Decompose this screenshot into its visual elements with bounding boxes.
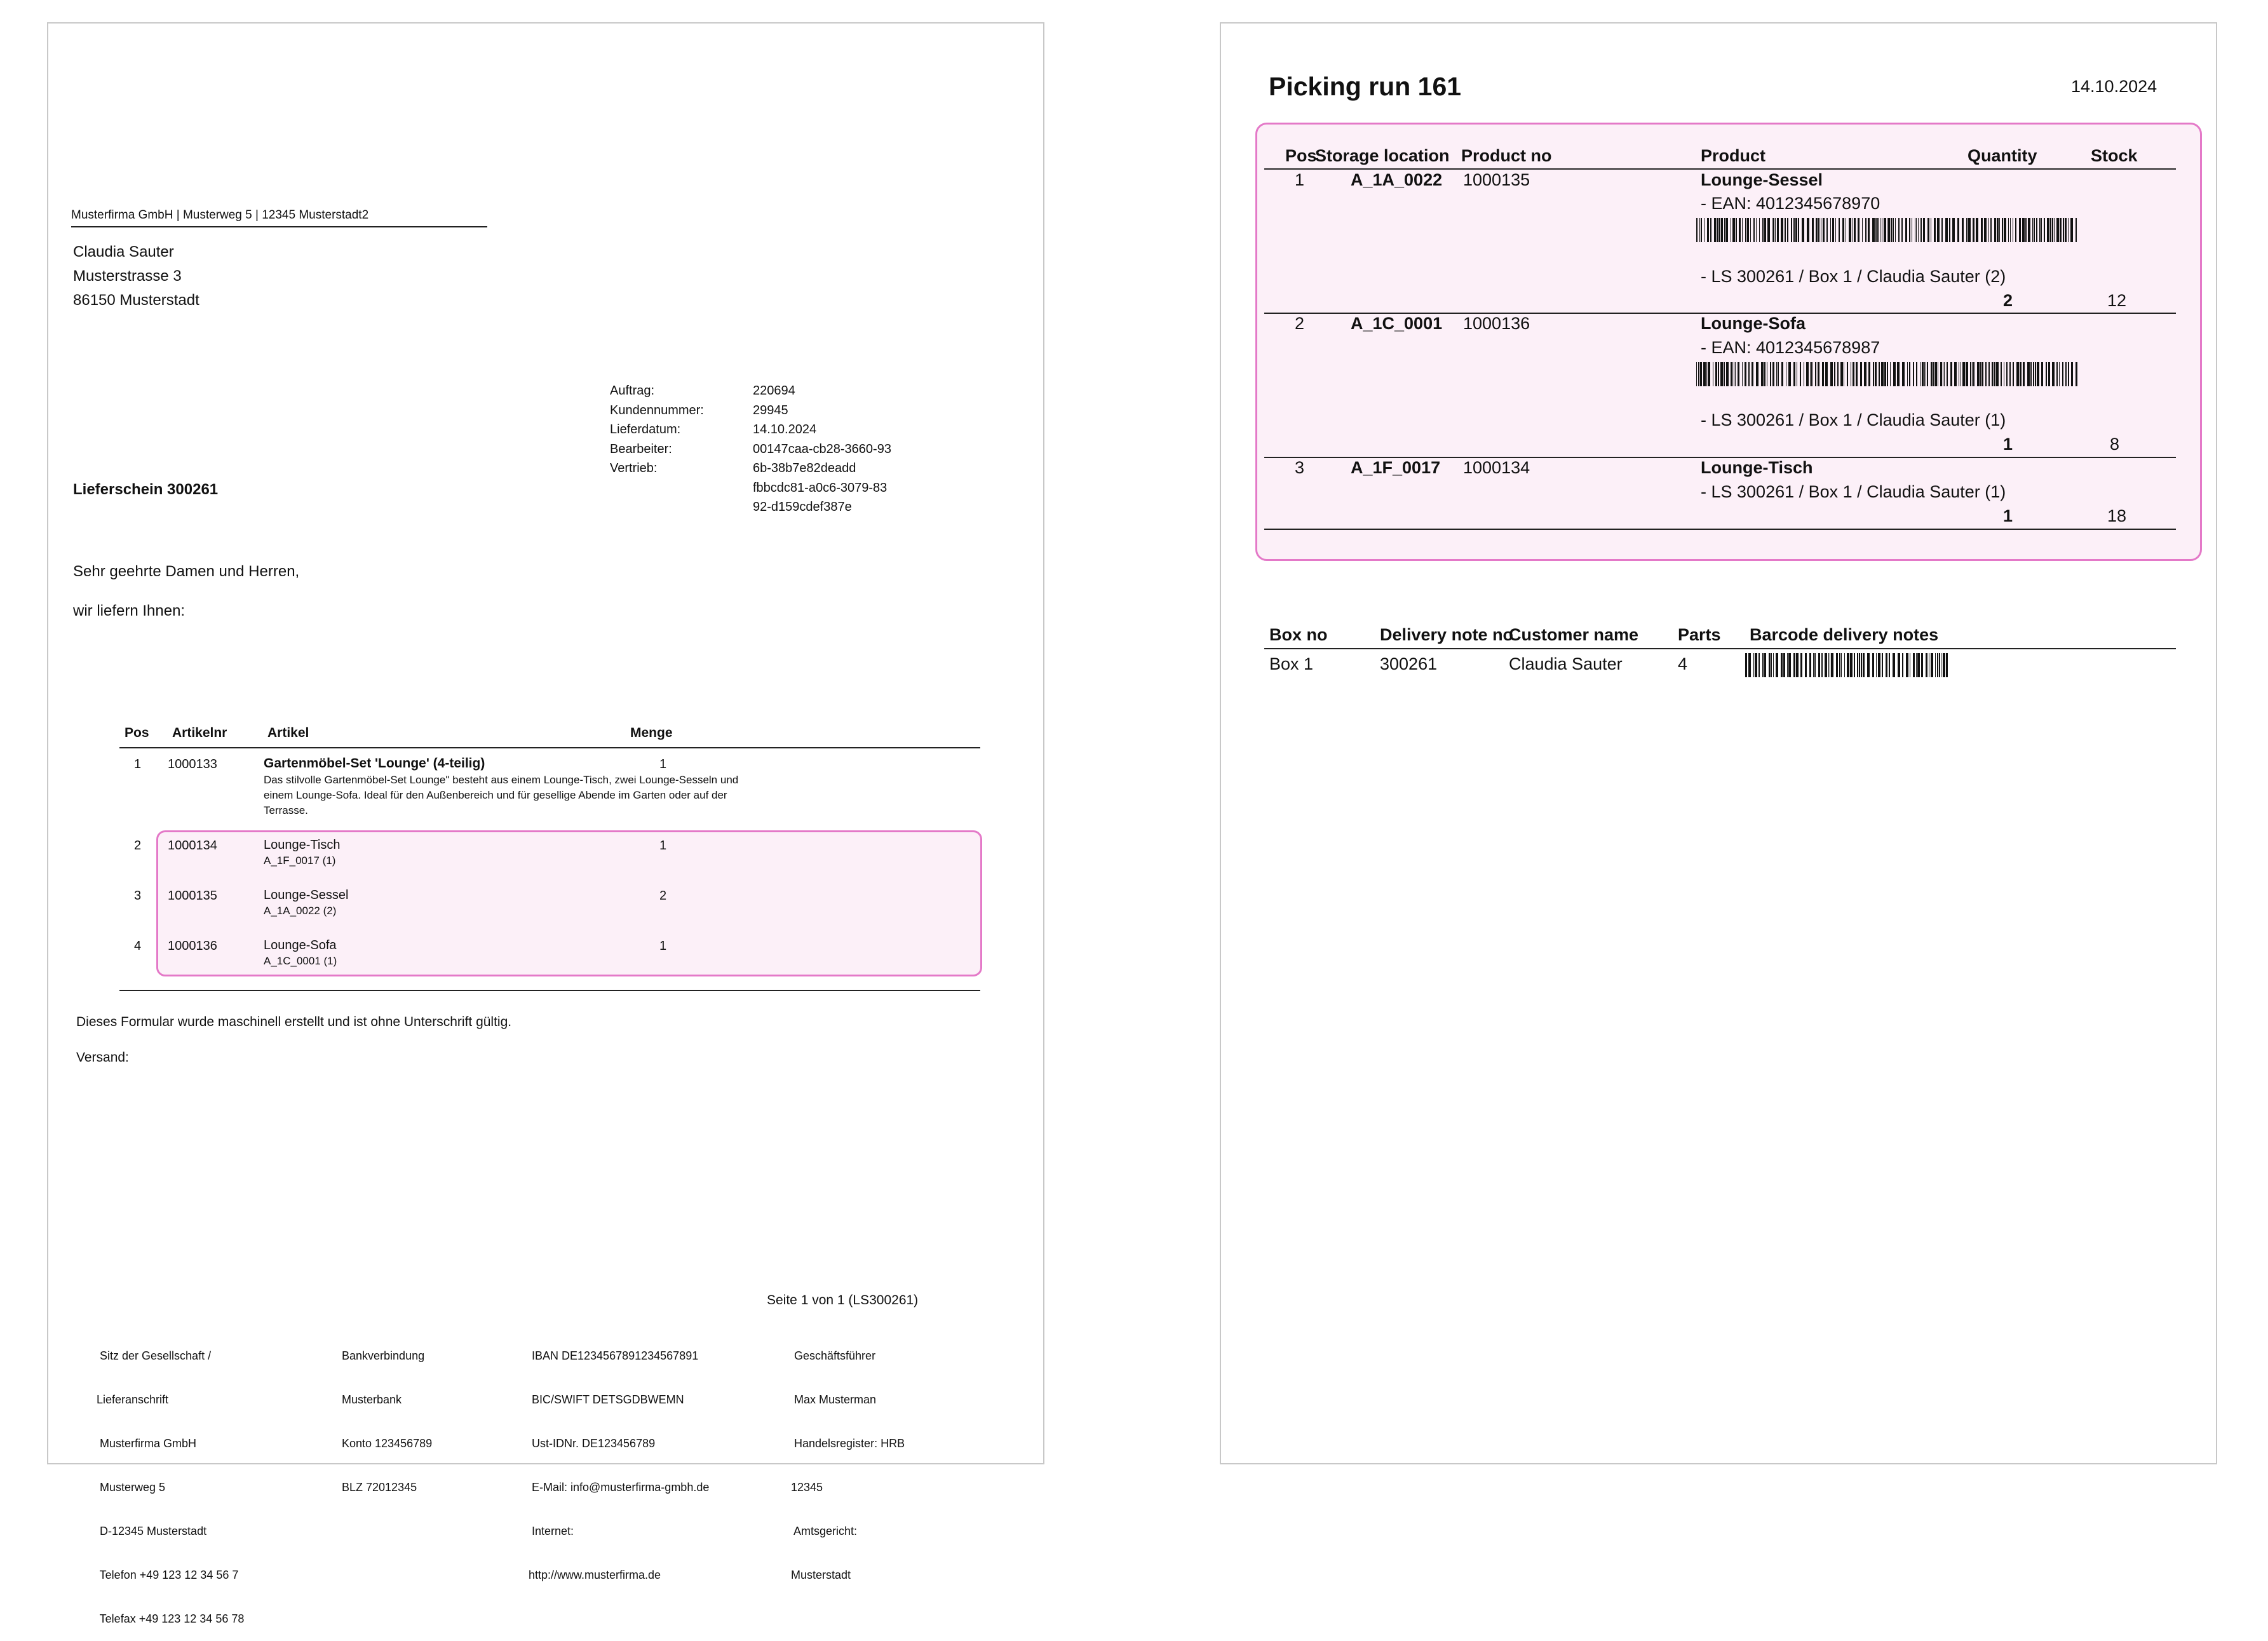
- col-header-delivery-note-no: Delivery note no: [1380, 625, 1514, 644]
- footer-line: Ust-IDNr. DE123456789: [529, 1437, 656, 1450]
- footer-line: Max Musterman: [791, 1393, 877, 1406]
- row-reference: - LS 300261 / Box 1 / Claudia Sauter (1): [1701, 482, 2006, 501]
- recipient-street: Musterstrasse 3: [73, 267, 182, 285]
- item-location: A_1A_0022 (2): [264, 905, 337, 917]
- row-quantity: 1: [2003, 435, 2013, 454]
- item-pos: 1: [134, 757, 142, 771]
- col-header-stock: Stock: [2091, 146, 2138, 165]
- recipient-name: Claudia Sauter: [73, 243, 174, 260]
- desc-line: Terrasse.: [264, 804, 308, 816]
- row-reference: - LS 300261 / Box 1 / Claudia Sauter (2): [1701, 267, 2006, 286]
- row-quantity: 1: [2003, 506, 2013, 525]
- footer-line: Telefon +49 123 12 34 56 7: [97, 1569, 239, 1581]
- meta-value: 14.10.2024: [753, 422, 817, 436]
- meta-value: 220694: [753, 384, 795, 398]
- intro-text: wir liefern Ihnen:: [73, 602, 186, 619]
- shipping-label: Versand:: [76, 1050, 129, 1065]
- item-location: A_1C_0001 (1): [264, 955, 337, 967]
- recipient-city: 86150 Musterstadt: [73, 292, 199, 309]
- meta-value: fbbcdc81-a0c6-3079-83: [753, 480, 888, 495]
- row-rule: [1264, 529, 2176, 530]
- footer-line: Bankverbindung: [342, 1349, 425, 1362]
- meta-value: 6b-38b7e82deadd: [753, 461, 856, 475]
- item-artnr: 1000136: [168, 939, 217, 953]
- item-artnr: 1000134: [168, 839, 217, 853]
- recipient-address: [73, 240, 199, 313]
- delivery-note-page: [47, 22, 1044, 1464]
- footer-line: http://www.musterfirma.de: [529, 1569, 661, 1581]
- item-pos: 2: [134, 839, 142, 853]
- picking-run-title: Picking run 161: [1269, 72, 1462, 101]
- row-storage-location: A_1F_0017: [1351, 458, 1441, 477]
- row-reference: - LS 300261 / Box 1 / Claudia Sauter (1): [1701, 410, 2006, 429]
- item-artnr: 1000135: [168, 889, 217, 903]
- row-stock: 18: [2107, 506, 2127, 525]
- sender-line: Musterfirma GmbH | Musterweg 5 | 12345 Musterstadt2: [71, 208, 487, 227]
- item-name: Lounge-Tisch: [264, 838, 341, 852]
- picking-run-date: 14.10.2024: [2071, 77, 2157, 96]
- item-name: Lounge-Sessel: [264, 888, 349, 902]
- col-header-box-no: Box no: [1269, 625, 1328, 644]
- footer-line: BIC/SWIFT DETSGDBWEMN: [529, 1393, 684, 1406]
- meta-label: Auftrag:: [610, 384, 655, 398]
- table-bottom-rule: [119, 990, 980, 991]
- row-product-no: 1000135: [1463, 170, 1530, 189]
- meta-label: Bearbeiter:: [610, 442, 672, 456]
- salutation: Sehr geehrte Damen und Herren,: [73, 563, 300, 580]
- footer-line: Geschäftsführer: [791, 1349, 876, 1362]
- footer-line: D-12345 Musterstadt: [97, 1525, 207, 1537]
- table-header-rule: [119, 747, 980, 748]
- footer-line: Internet:: [529, 1525, 574, 1537]
- item-name: Gartenmöbel-Set 'Lounge' (4-teilig): [264, 756, 485, 771]
- col-header-artikel: Artikel: [267, 726, 309, 740]
- footer-line: Handelsregister: HRB: [791, 1437, 905, 1450]
- delivery-note-barcode-icon: [1745, 653, 1950, 677]
- col-header-menge: Menge: [630, 726, 673, 740]
- meta-label: Vertrieb:: [610, 461, 658, 475]
- col-header-pos: Pos: [1285, 146, 1317, 165]
- col-header-product-no: Product no: [1461, 146, 1552, 165]
- meta-value: 29945: [753, 403, 788, 417]
- order-meta-labels: [610, 381, 704, 478]
- box-no: Box 1: [1269, 654, 1314, 673]
- row-product: Lounge-Sessel: [1701, 170, 1823, 189]
- col-header-storage-location: Storage location: [1315, 146, 1450, 165]
- col-header-product: Product: [1701, 146, 1766, 165]
- footer-line: Musterstadt: [791, 1569, 851, 1581]
- box-header-rule: [1264, 648, 2176, 649]
- ean-barcode-icon: [1696, 362, 2081, 386]
- row-stock: 8: [2110, 435, 2120, 454]
- item-description: [264, 773, 785, 818]
- row-product: Lounge-Sofa: [1701, 314, 1806, 333]
- footer-management: [791, 1320, 905, 1597]
- row-stock: 12: [2107, 291, 2127, 310]
- item-qty: 1: [659, 757, 667, 771]
- document-title: Lieferschein 300261: [73, 481, 219, 498]
- desc-line: Das stilvolle Gartenmöbel-Set Lounge" besteht aus einem Lounge-Tisch, zwei Lounge-Sesseln und: [264, 774, 739, 786]
- row-pos: 2: [1295, 314, 1305, 333]
- desc-line: einem Lounge-Sofa. Ideal für den Außenbereich und für gesellige Abende im Garten oder auf der: [264, 789, 727, 801]
- col-header-artikelnr: Artikelnr: [172, 726, 227, 740]
- row-ean: - EAN: 4012345678970: [1701, 194, 1880, 213]
- item-name: Lounge-Sofa: [264, 938, 337, 952]
- row-storage-location: A_1C_0001: [1351, 314, 1443, 333]
- box-delivery-note-no: 300261: [1380, 654, 1438, 673]
- box-customer-name: Claudia Sauter: [1509, 654, 1623, 673]
- row-pos: 3: [1295, 458, 1305, 477]
- meta-label: Kundennummer:: [610, 403, 704, 417]
- meta-value: 92-d159cdef387e: [753, 500, 852, 514]
- row-pos: 1: [1295, 170, 1305, 189]
- footer-line: E-Mail: info@musterfirma-gmbh.de: [529, 1481, 710, 1494]
- meta-value: 00147caa-cb28-3660-93: [753, 442, 891, 456]
- meta-label: Lieferdatum:: [610, 422, 681, 436]
- item-qty: 2: [659, 889, 667, 903]
- item-location: A_1F_0017 (1): [264, 854, 336, 867]
- footer-line: Musterweg 5: [97, 1481, 166, 1494]
- legal-note: Dieses Formular wurde maschinell erstellt und ist ohne Unterschrift gültig.: [76, 1015, 512, 1029]
- footer-line: IBAN DE1234567891234567891: [529, 1349, 699, 1362]
- footer-line: Sitz der Gesellschaft /: [97, 1349, 212, 1362]
- col-header-customer-name: Customer name: [1509, 625, 1639, 644]
- footer-line: BLZ 72012345: [342, 1481, 417, 1494]
- row-product: Lounge-Tisch: [1701, 458, 1813, 477]
- footer-line: Amtsgericht:: [791, 1525, 858, 1537]
- footer-line: Konto 123456789: [342, 1437, 433, 1450]
- footer-line: Musterfirma GmbH: [97, 1437, 197, 1450]
- row-quantity: 2: [2003, 291, 2013, 310]
- row-storage-location: A_1A_0022: [1351, 170, 1443, 189]
- col-header-parts: Parts: [1678, 625, 1721, 644]
- item-pos: 4: [134, 939, 142, 953]
- footer-line: Lieferanschrift: [97, 1393, 169, 1406]
- item-artnr: 1000133: [168, 757, 217, 771]
- row-ean: - EAN: 4012345678987: [1701, 338, 1880, 357]
- order-meta-values: [753, 381, 891, 517]
- footer-line: 12345: [791, 1481, 823, 1494]
- item-pos: 3: [134, 889, 142, 903]
- col-header-barcode: Barcode delivery notes: [1750, 625, 1939, 644]
- footer-bank: [342, 1320, 432, 1509]
- ean-barcode-icon: [1696, 218, 2081, 242]
- row-product-no: 1000136: [1463, 314, 1530, 333]
- footer-line: Telefax +49 123 12 34 56 78: [97, 1612, 245, 1625]
- row-product-no: 1000134: [1463, 458, 1530, 477]
- col-header-quantity: Quantity: [1968, 146, 2037, 165]
- footer-line: Musterbank: [342, 1393, 402, 1406]
- table-header-rule: [1264, 168, 2176, 170]
- footer-contact: [529, 1320, 709, 1597]
- box-parts: 4: [1678, 654, 1688, 673]
- page-info: Seite 1 von 1 (LS300261): [767, 1293, 919, 1307]
- col-header-pos: Pos: [125, 726, 149, 740]
- item-qty: 1: [659, 939, 667, 953]
- item-qty: 1: [659, 839, 667, 853]
- footer-company: [97, 1320, 244, 1641]
